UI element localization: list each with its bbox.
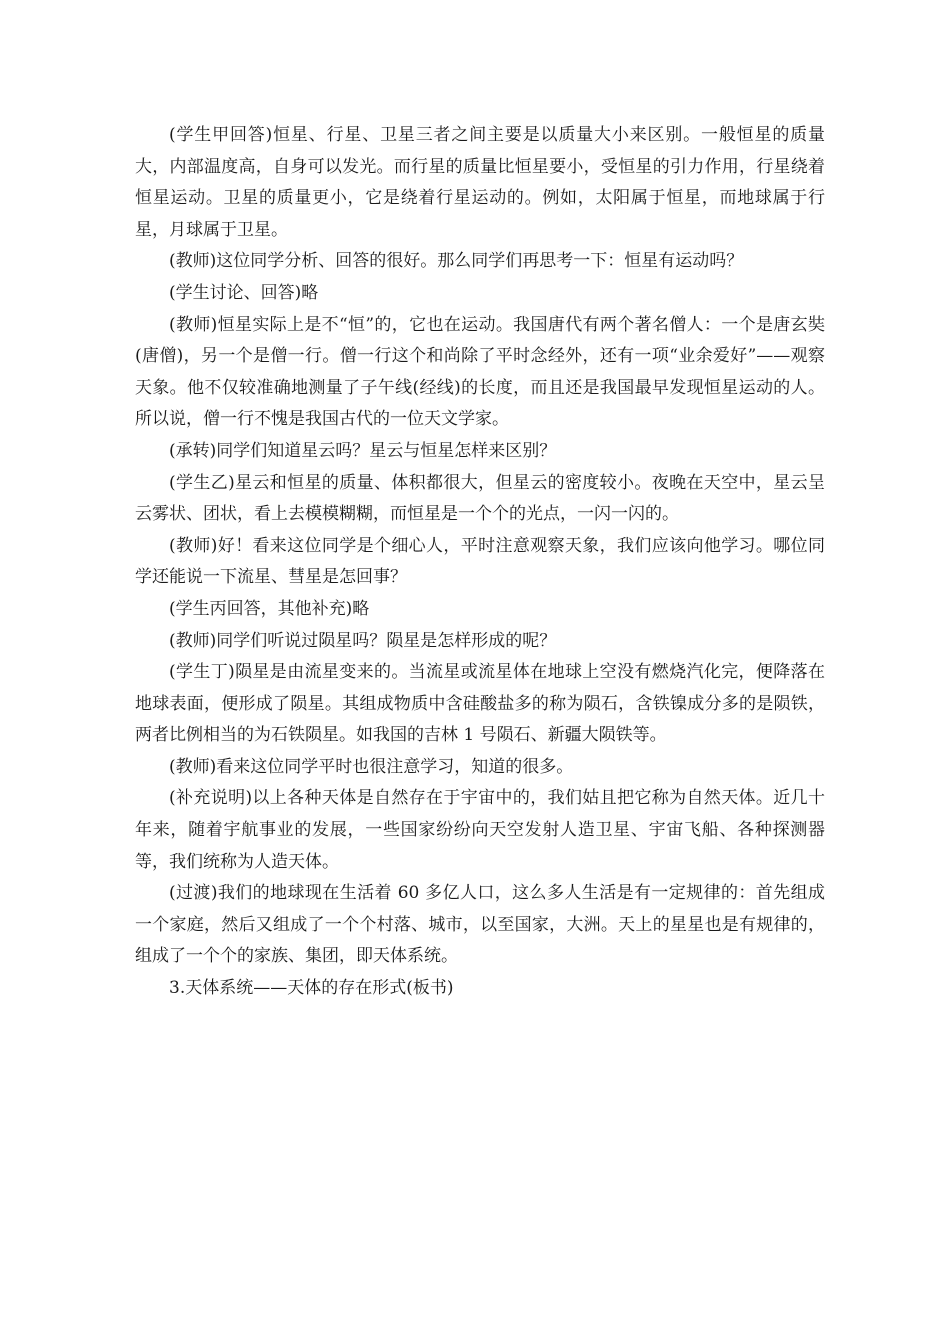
paragraph-student-c-answer: (学生丙回答，其他补充)略 (169, 598, 370, 619)
paragraph-student-a-answer: (学生甲回答)恒星、行星、卫星三者之间主要是以质量大小来区别。一般恒星的质量大，内部温度高，自身可以发光。而行星的质量比恒星要小，受恒星的引力作用，行星绕着恒星运动。卫星的质量更小，它是绕着行星运动的。例如，太阳属于恒星，而地球属于行星，月球属于卫星。 (135, 125, 825, 240)
paragraph-supplement-artificial-bodies: (补充说明)以上各种天体是自然存在于宇宙中的，我们姑且把它称为自然天体。近几十年来，随着宇航事业的发展，一些国家纷纷向天空发射人造卫星、宇宙飞船、各种探测器等，我们统称为人造天体。 (135, 788, 825, 872)
paragraph-student-discussion: (学生讨论、回答)略 (169, 282, 319, 303)
paragraph-teacher-meteorite-question: (教师)同学们听说过陨星吗？陨星是怎样形成的呢？ (169, 630, 557, 651)
paragraph-student-d-meteorite: (学生丁)陨星是由流星变来的。当流星或流星体在地球上空没有燃烧汽化完，便降落在地球表面，便形成了陨星。其组成物质中含硅酸盐多的称为陨石，含铁镍成分多的是陨铁，两者比例相当的为石铁陨星。如我国的吉林 1 号陨石、新疆大陨铁等。 (135, 662, 825, 746)
paragraph-teacher-question-star-motion: (教师)这位同学分析、回答的很好。那么同学们再思考一下：恒星有运动吗？ (169, 251, 744, 272)
paragraph-teacher-meteor-question: (教师)好！看来这位同学是个细心人，平时注意观察天象，我们应该向他学习。哪位同学还能说一下流星、彗星是怎回事？ (135, 535, 825, 588)
paragraph-student-b-nebula: (学生乙)星云和恒星的质量、体积都很大，但星云的密度较小。夜晚在天空中，星云呈云雾状、团状，看上去模模糊糊，而恒星是一个个的光点，一闪一闪的。 (135, 472, 825, 525)
section-heading-celestial-systems: 3.天体系统——天体的存在形式(板书) (169, 978, 454, 999)
paragraph-transition-nebula: (承转)同学们知道星云吗？星云与恒星怎样来区别？ (169, 440, 557, 461)
paragraph-teacher-praise: (教师)看来这位同学平时也很注意学习，知道的很多。 (169, 756, 574, 777)
paragraph-teacher-star-motion: (教师)恒星实际上是不“恒”的，它也在运动。我国唐代有两个著名僧人：一个是唐玄奘(唐僧)，另一个是僧一行。僧一行这个和尚除了平时念经外，还有一项“业余爱好”——观察天象。他不仅较准确地测量了子午线(经线)的长度，而且还是我国最早发现恒星运动的人。所以说，僧一行不愧是我国古代的一位天文学家。 (135, 314, 825, 430)
document-page (135, 120, 825, 1005)
paragraph-transition-systems: (过渡)我们的地球现在生活着 60 多亿人口，这么多人生活是有一定规律的：首先组成一个家庭，然后又组成了一个个村落、城市，以至国家，大洲。天上的星星也是有规律的，组成了一个个的家族、集团，即天体系统。 (135, 883, 825, 967)
